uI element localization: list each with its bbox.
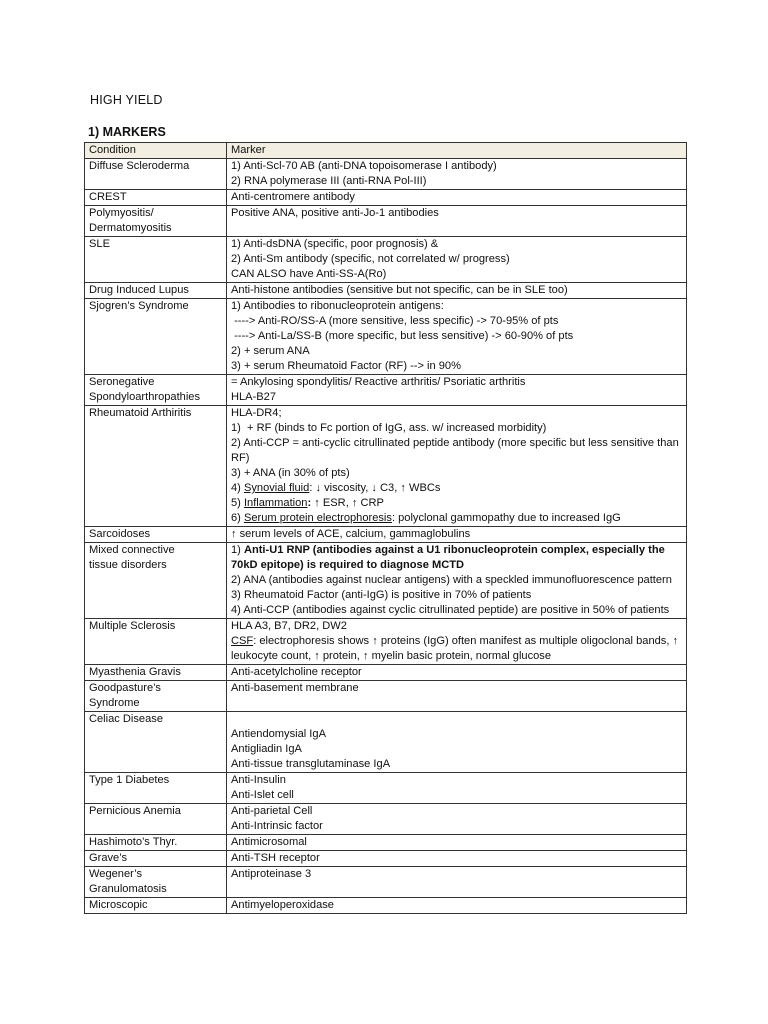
table-row [85,773,687,804]
condition-cell: Seronegative Spondyloarthropathies [85,375,227,406]
marker-text: 3) Rheumatoid Factor (anti-IgG) is positive in 70% of patients [231,589,532,601]
marker-text: ----> Anti-RO/SS-A (more sensitive, less specific) -> 70-95% of pts [231,315,559,327]
table-row [85,190,687,206]
condition-cell: Sarcoidoses [85,527,227,543]
table-row [85,665,687,681]
marker-cell [227,527,687,543]
marker-line [231,267,682,282]
marker-text: Anti-parietal Cell [231,805,313,817]
condition-cell: Goodpasture’s Syndrome [85,681,227,712]
table-row [85,283,687,299]
marker-text: Antigliadin IgA [231,743,302,755]
marker-text: Antimyeloperoxidase [231,899,334,911]
marker-cell [227,851,687,867]
marker-line [231,375,682,390]
table-row [85,681,687,712]
marker-line [231,237,682,252]
condition-cell: Myasthenia Gravis [85,665,227,681]
marker-line [231,543,682,573]
marker-text: : [307,497,312,509]
marker-text: 3) + serum Rheumatoid Factor (RF) --> in 90% [231,360,461,372]
table-row [85,898,687,914]
marker-line [231,359,682,374]
marker-line [231,344,682,359]
marker-text: 4) [231,482,244,494]
marker-text: ↑ serum levels of ACE, calcium, gammaglobulins [231,528,471,540]
marker-cell [227,190,687,206]
markers-table [84,142,687,914]
marker-text: 3) + ANA (in 30% of pts) [231,467,350,479]
marker-text: HLA A3, B7, DR2, DW2 [231,620,347,632]
marker-text: Anti-Insulin [231,774,286,786]
marker-text: : electrophoresis shows ↑ proteins (IgG) often manifest as multiple oligoclonal bands, ↑ leukocyte count, ↑ protein, ↑ myelin basic protein, normal glucose [231,635,682,662]
marker-line [231,421,682,436]
marker-text: Anti-U1 RNP (antibodies against a U1 ribonucleoprotein complex, especially the 70kD epitope) is required to diagnose MCTD [231,544,668,571]
marker-cell [227,898,687,914]
marker-text: 2) + serum ANA [231,345,310,357]
marker-text [231,713,234,725]
marker-line [231,390,682,405]
table-row [85,406,687,527]
marker-line [231,819,682,834]
marker-text: Anti-centromere antibody [231,191,355,203]
marker-text: Synovial fluid [243,482,310,494]
marker-line [231,466,682,481]
condition-cell: Polymyositis/ Dermatomyositis [85,206,227,237]
marker-text: = Ankylosing spondylitis/ Reactive arthritis/ Psoriatic arthritis [231,376,526,388]
table-row [85,375,687,406]
marker-line [231,634,682,664]
marker-line [231,573,682,588]
marker-line [231,742,682,757]
marker-text: HLA-DR4; [231,407,282,419]
marker-cell [227,375,687,406]
table-row [85,619,687,665]
page-title: HIGH YIELD [90,93,163,107]
marker-text: Antiproteinase 3 [231,868,312,880]
marker-line [231,681,682,696]
condition-cell: Multiple Sclerosis [85,619,227,665]
marker-cell [227,773,687,804]
marker-text: 2) RNA polymerase III (anti-RNA Pol-III) [231,175,427,187]
marker-text: Anti-histone antibodies (sensitive but not specific, can be in SLE too) [231,284,568,296]
marker-text: ↑ ESR, ↑ CRP [311,497,384,509]
marker-line [231,190,682,205]
table-row [85,867,687,898]
condition-cell: Drug Induced Lupus [85,283,227,299]
table-header-row [85,143,687,159]
marker-text: Anti-tissue transglutaminase IgA [231,758,391,770]
condition-cell: Celiac Disease [85,712,227,773]
condition-cell: Pernicious Anemia [85,804,227,835]
marker-line [231,406,682,421]
condition-cell: CREST [85,190,227,206]
marker-text: 6) [231,512,244,524]
marker-text: 4) Anti-CCP (antibodies against cyclic citrullinated peptide) are positive in 50% of patients [231,604,670,616]
marker-cell [227,159,687,190]
marker-cell [227,867,687,898]
marker-text: Anti-Islet cell [231,789,294,801]
marker-text: Anti-acetylcholine receptor [231,666,362,678]
condition-cell: Diffuse Scleroderma [85,159,227,190]
marker-text: Anti-TSH receptor [231,852,320,864]
marker-text: Serum protein electrophoresis [243,512,392,524]
marker-cell [227,665,687,681]
marker-text: Inflammation [243,497,308,509]
marker-line [231,712,682,727]
marker-line [231,329,682,344]
marker-text: 1) Anti-dsDNA (specific, poor prognosis) & [231,238,439,250]
marker-line [231,804,682,819]
marker-line [231,665,682,680]
table-row [85,159,687,190]
condition-cell: Microscopic [85,898,227,914]
table-row [85,527,687,543]
marker-text: : ↓ viscosity, ↓ C3, ↑ WBCs [309,482,441,494]
marker-text: 1) + RF (binds to Fc portion of IgG, ass. w/ increased morbidity) [231,422,547,434]
marker-line [231,252,682,267]
marker-text: Positive ANA, positive anti-Jo-1 antibodies [231,207,439,219]
marker-line [231,511,682,526]
marker-line [231,283,682,298]
marker-line [231,835,682,850]
marker-line [231,159,682,174]
marker-text: : polyclonal gammopathy due to increased IgG [391,512,621,524]
marker-cell [227,206,687,237]
marker-line [231,299,682,314]
marker-text: CAN ALSO have Anti-SS-A(Ro) [231,268,387,280]
condition-cell: SLE [85,237,227,283]
table-row [85,804,687,835]
marker-cell [227,681,687,712]
marker-text: 1) Antibodies to ribonucleoprotein antigens: [231,300,444,312]
marker-line [231,898,682,913]
marker-text: CSF [231,635,254,647]
marker-text: 2) Anti-Sm antibody (specific, not correlated w/ progress) [231,253,510,265]
marker-line [231,851,682,866]
marker-text: 1) [231,544,244,556]
table-row [85,206,687,237]
marker-line [231,773,682,788]
header-marker: Marker [227,143,687,159]
marker-text: Anti-basement membrane [231,682,359,694]
marker-cell [227,712,687,773]
table-row [85,851,687,867]
section-title: 1) MARKERS [88,125,166,139]
marker-cell [227,406,687,527]
marker-text: 2) ANA (antibodies against nuclear antigens) with a speckled immunofluorescence pattern [231,574,672,586]
marker-line [231,527,682,542]
marker-cell [227,804,687,835]
marker-line [231,436,682,466]
marker-text: HLA-B27 [231,391,277,403]
condition-cell: Rheumatoid Arthiritis [85,406,227,527]
marker-text: ----> Anti-La/SS-B (more specific, but less sensitive) -> 60-90% of pts [231,330,574,342]
marker-cell [227,237,687,283]
table-row [85,712,687,773]
marker-cell [227,619,687,665]
marker-text: Antimicrosomal [231,836,307,848]
condition-cell: Hashimoto’s Thyr. [85,835,227,851]
marker-line [231,314,682,329]
header-condition: Condition [85,143,227,159]
marker-line [231,603,682,618]
condition-cell: Sjogren’s Syndrome [85,299,227,375]
marker-text: 5) [231,497,244,509]
marker-text: Antiendomysial IgA [231,728,326,740]
marker-line [231,867,682,882]
marker-text: 1) Anti-Scl-70 AB (anti-DNA topoisomerase I antibody) [231,160,497,172]
marker-cell [227,283,687,299]
marker-cell [227,543,687,619]
marker-line [231,619,682,634]
table-row [85,237,687,283]
condition-cell: Grave’s [85,851,227,867]
marker-line [231,481,682,496]
marker-line [231,588,682,603]
condition-cell: Wegener’s Granulomatosis [85,867,227,898]
table-row [85,543,687,619]
marker-line [231,788,682,803]
marker-cell [227,299,687,375]
marker-line [231,206,682,221]
marker-text: 2) Anti-CCP = anti-cyclic citrullinated peptide antibody (more specific but less sensitive than RF) [231,437,682,464]
marker-cell [227,835,687,851]
table-row [85,299,687,375]
marker-line [231,757,682,772]
marker-text: Anti-Intrinsic factor [231,820,323,832]
marker-line [231,174,682,189]
condition-cell: Type 1 Diabetes [85,773,227,804]
marker-line [231,727,682,742]
table-row [85,835,687,851]
condition-cell: Mixed connective tissue disorders [85,543,227,619]
marker-line [231,496,682,511]
